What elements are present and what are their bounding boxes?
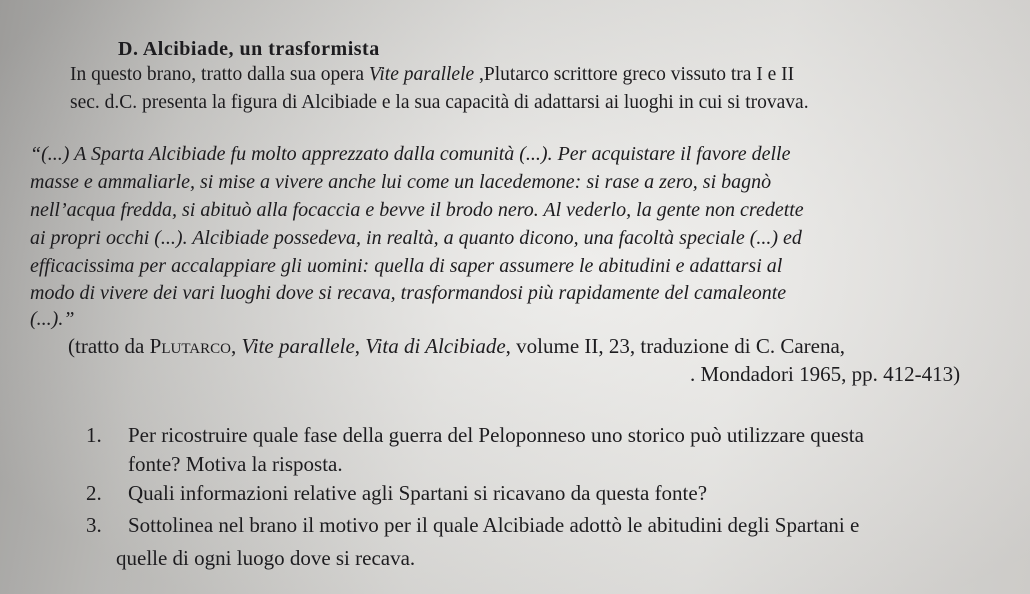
quote-line: “(...) A Sparta Alcibiade fu molto apprezzato dalla comunità (...). Per acquistare il favore delle [30, 143, 791, 165]
citation-text: , volume II, 23, traduzione di C. Carena, [505, 334, 846, 358]
question-2 [86, 481, 707, 506]
question-text: Quali informazioni relative agli Spartani si ricavano da questa fonte? [128, 481, 708, 505]
quote-line: nell’acqua fredda, si abituò alla focaccia e bevve il brodo nero. Al vederlo, la gente non credette [30, 199, 804, 221]
intro-work-title: Vite parallele [368, 64, 475, 85]
quote-line: (...).” [30, 308, 75, 330]
citation-work: Vite parallele [241, 334, 355, 358]
citation-life: Vita di Alcibiade [365, 334, 506, 358]
question-3-continuation: quelle di ogni luogo dove si recava. [116, 546, 416, 570]
citation-text: (tratto da [68, 334, 150, 358]
section-title: D. Alcibiade, un trasformista [118, 38, 380, 60]
intro-text: In questo brano, tratto dalla sua opera [70, 64, 369, 85]
question-number: 1. [86, 423, 102, 447]
quote-line: modo di vivere dei vari luoghi dove si recava, trasformandosi più rapidamente del camaleonte [30, 282, 787, 304]
intro-line-1 [70, 64, 794, 86]
source-citation-line-2: . Mondadori 1965, pp. 412-413) [690, 362, 961, 386]
source-citation [68, 334, 845, 359]
quote-line: ai propri occhi (...). Alcibiade possedeva, in realtà, a quanto dicono, una facoltà speciale (...) ed [30, 227, 802, 249]
intro-line-2: sec. d.C. presenta la figura di Alcibiade e la sua capacità di adattarsi ai luoghi in cui si trovava. [70, 92, 809, 113]
quote-line: efficacissima per accalappiare gli uomini: quella di saper assumere le abitudini e adattarsi al [30, 255, 783, 277]
question-1-continuation: fonte? Motiva la risposta. [128, 452, 343, 476]
citation-text: , [354, 334, 366, 358]
citation-text: , [230, 334, 242, 358]
question-text: Sottolinea nel brano il motivo per il quale Alcibiade adottò le abitudini degli Spartani e [128, 513, 860, 537]
question-number: 3. [86, 513, 102, 537]
intro-text: ,Plutarco scrittore greco vissuto tra I e II [474, 64, 795, 85]
question-text: Per ricostruire quale fase della guerra del Peloponneso uno storico può utilizzare questa [128, 423, 864, 447]
quote-line: masse e ammaliarle, si mise a vivere anche lui come un lacedemone: si rase a zero, si bagnò [30, 171, 772, 193]
question-3 [86, 513, 859, 538]
question-1 [86, 423, 864, 448]
citation-author: Plutarco [149, 334, 231, 358]
question-number: 2. [86, 481, 102, 505]
